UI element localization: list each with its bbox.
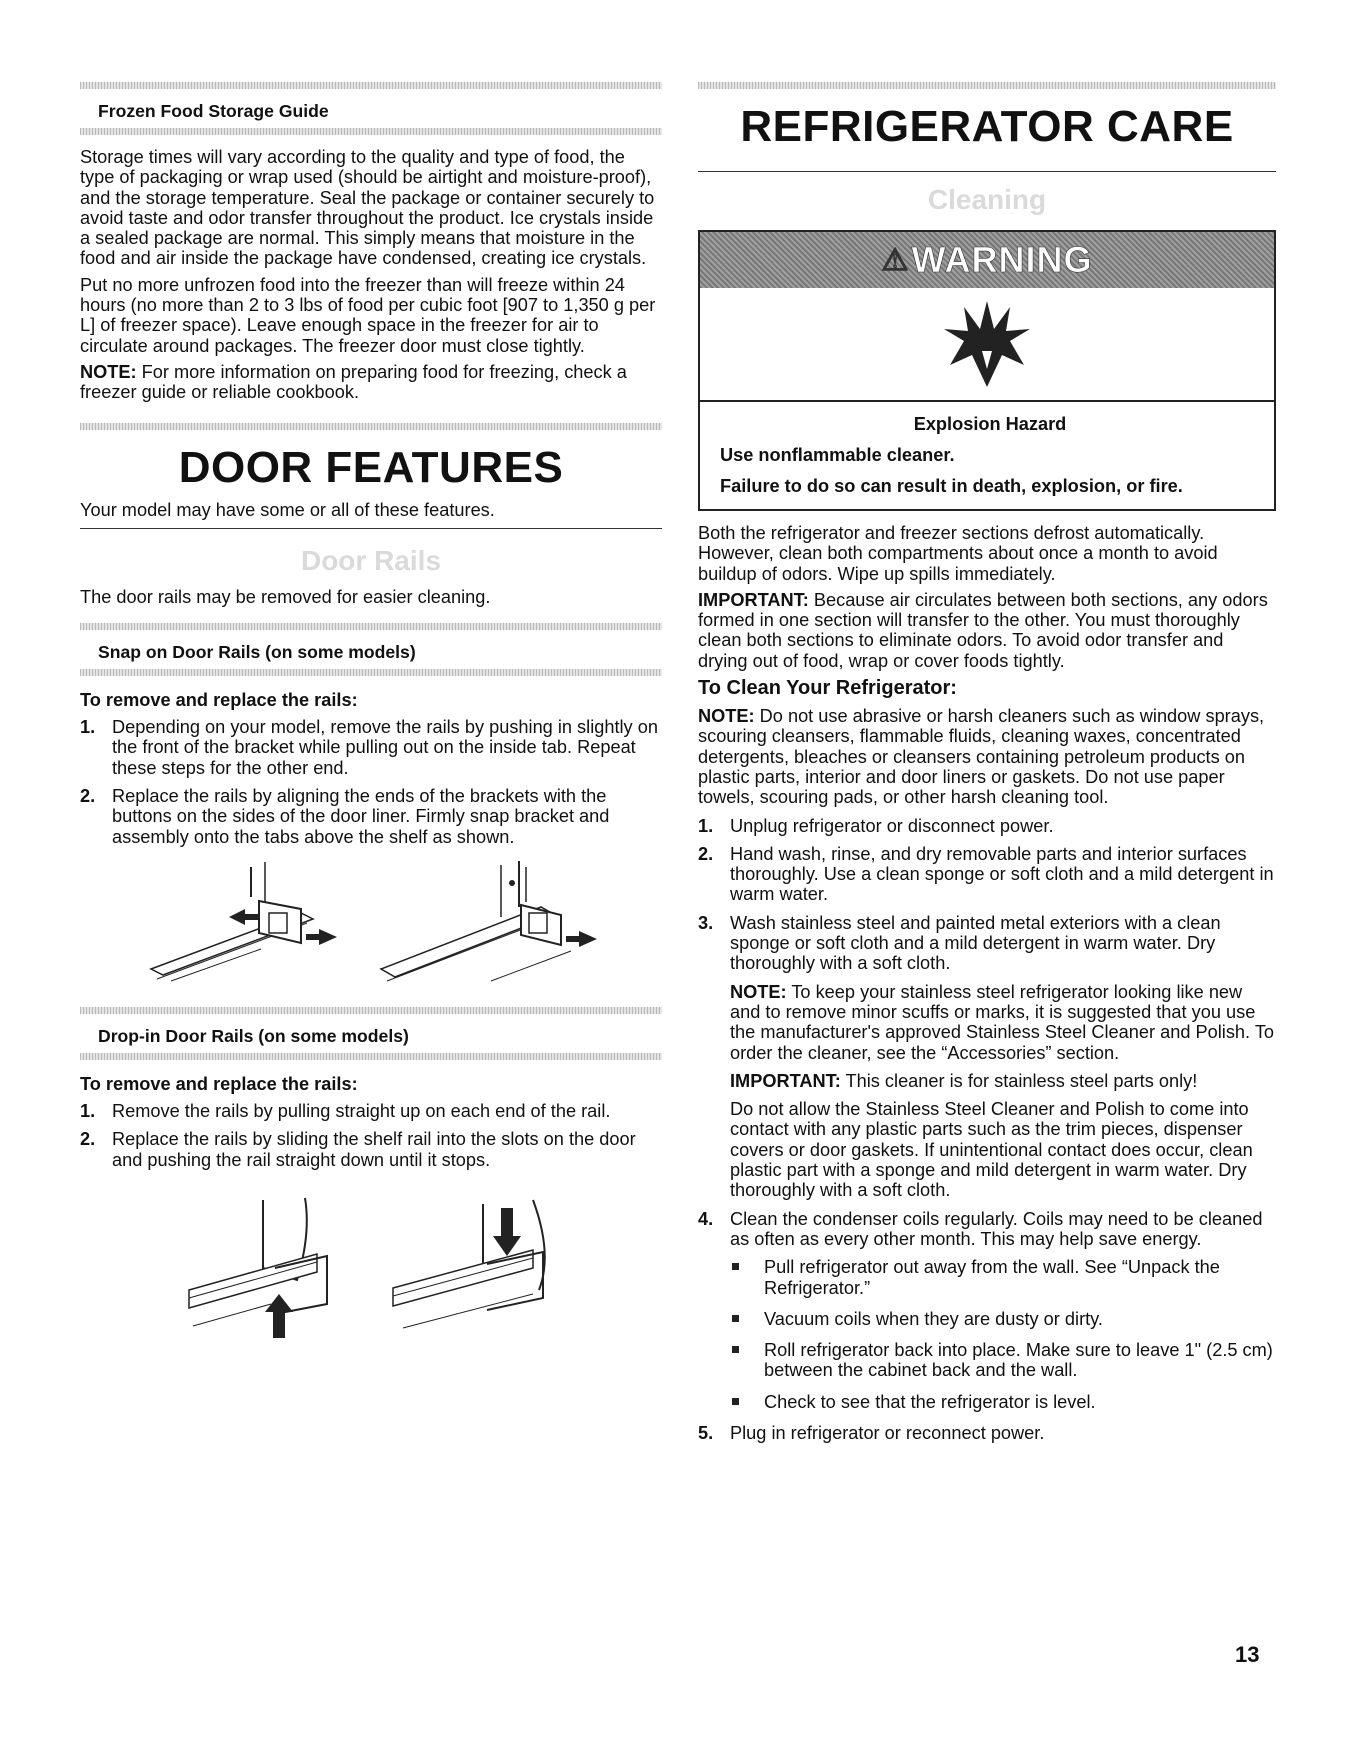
section-band [80,1053,662,1060]
list-item [698,816,1276,836]
cleaning-steps [698,816,1276,1444]
bullet-text: Vacuum coils when they are dusty or dirty. [764,1308,1103,1329]
section-band [80,128,662,135]
list-item [80,786,662,847]
list-item [698,1423,1276,1443]
right-column [698,82,1276,1451]
frozen-guide-paragraph: Storage times will vary according to the quality and type of food, the type of packaging or wrap used (should be airtight and moisture-proof), and the storage temperature. Seal the package or container securely to avoid taste and odor transfer throughout the product. Ice crystals inside a sealed package are normal. This simply means that moisture in the food and air inside the package have condensed, creating ice crystals. [80,147,655,269]
clean-refrigerator-title: To Clean Your Refrigerator: [698,677,957,700]
step-text: Clean the condenser coils regularly. Coils may need to be cleaned as often as every other month. This may help save energy. [730,1208,1263,1249]
drop-rail-right-drawing [383,1194,563,1344]
drop-in-rails-illustration [80,1194,662,1344]
title-rule [698,171,1276,172]
important-label: IMPORTANT: [730,1070,841,1091]
snap-on-list-title: To remove and replace the rails: [80,690,358,711]
bullet-text: Check to see that the refrigerator is level. [764,1391,1096,1412]
step-number: 2. [80,1129,96,1150]
list-item [80,717,662,778]
warning-header [700,232,1274,288]
step-number: 1. [80,717,96,738]
section-band [80,423,662,430]
step-number: 1. [80,1100,96,1121]
door-features-intro: Your model may have some or all of these features. [80,499,495,520]
bullet-square-icon [732,1263,739,1270]
snap-rail-right-drawing [371,857,601,987]
important-text: Because air circulates between both sections, any odors formed in one section will transfer to the other. You must thoroughly clean both sections to eliminate odors. To avoid odor transfer and drying out of food, wrap or cover foods tightly. [698,589,1268,671]
frozen-guide-note [80,362,662,403]
step-number: 3. [698,912,714,933]
drop-in-steps [80,1101,662,1170]
explosion-icon [700,288,1274,402]
door-rails-title: Door Rails [300,544,442,576]
section-band [80,669,662,676]
snap-rail-left-drawing [141,857,341,987]
step-text: Hand wash, rinse, and dry removable parts and interior surfaces thoroughly. Use a clean sponge or soft cloth and a mild detergent in warm water. [730,843,1274,905]
step-text: Replace the rails by aligning the ends of the brackets with the buttons on the sides of the door liner. Firmly snap bracket and assembly onto the tabs above the shelf as shown. [112,786,610,847]
important-label: IMPORTANT: [698,589,809,610]
bullet-item [730,1340,1276,1381]
drop-in-title: Drop-in Door Rails (on some models) [98,1025,409,1046]
bullet-square-icon [732,1315,739,1322]
bullet-text: Pull refrigerator out away from the wall. See “Unpack the Refrigerator.” [764,1257,1220,1298]
bullet-item [730,1309,1276,1329]
cleaning-paragraph: Both the refrigerator and freezer sections defrost automatically. However, clean both compartments about once a month to avoid buildup of odors. Wipe up spills immediately. [698,523,1218,584]
title-rule [80,528,662,529]
step-text: Wash stainless steel and painted metal exteriors with a clean sponge or soft cloth and a mild detergent in warm water. Dry thoroughly with a soft cloth. [730,912,1221,974]
snap-on-title: Snap on Door Rails (on some models) [98,642,416,663]
note-label: NOTE: [80,361,137,382]
door-features-title: DOOR FEATURES [178,442,564,492]
important-text: This cleaner is for stainless steel parts only! [840,1070,1198,1091]
step-number: 4. [698,1208,714,1229]
bullet-square-icon [732,1398,739,1405]
warning-line: Failure to do so can result in death, explosion, or fire. [720,476,1183,496]
step-number: 2. [80,786,96,807]
step-text: Replace the rails by sliding the shelf rail into the slots on the door and pushing the rail straight down until it stops. [112,1129,636,1170]
note-label: NOTE: [730,981,787,1002]
section-band [80,82,662,89]
door-rails-intro: The door rails may be removed for easier cleaning. [80,586,491,607]
snap-on-steps [80,717,662,847]
step-number: 2. [698,843,714,864]
drop-in-list-title: To remove and replace the rails: [80,1073,358,1094]
cleaning-title: Cleaning [927,184,1047,215]
frozen-guide-paragraph: Put no more unfrozen food into the freezer than will freeze within 24 hours (no more than 2 to 3 lbs of food per cubic foot [907 to 1,350 g per L] of freezer space). Leave enough space in the freezer for air to circulate around packages. The freezer door must close tightly. [80,274,656,356]
bullet-item [730,1257,1276,1298]
note-text: For more information on preparing food for freezing, check a freezer guide or reliable cookbook. [80,361,627,403]
cleaning-important [698,590,1276,671]
cleaning-note [698,706,1276,807]
refrigerator-care-title: REFRIGERATOR CARE [740,102,1234,151]
step-text: Depending on your model, remove the rails by pushing in slightly on the front of the bracket while pulling out on the inside tab. Repeat these steps for the other end. [112,717,658,778]
step-text: Unplug refrigerator or disconnect power. [730,815,1054,836]
list-item [698,913,1276,1201]
warning-triangle-icon: ⚠ [881,243,910,277]
list-item [80,1101,662,1121]
list-item [80,1129,662,1170]
warning-header-text: WARNING [911,239,1093,280]
list-item [698,1209,1276,1412]
frozen-guide-title: Frozen Food Storage Guide [98,101,329,121]
warning-box [698,230,1276,511]
step-important [730,1071,1276,1091]
page-number: 13 [1235,1642,1260,1667]
coil-bullets [730,1257,1276,1412]
drop-rail-left-drawing [179,1194,349,1344]
section-band [80,1007,662,1014]
step-text: Remove the rails by pulling straight up on each end of the rail. [112,1100,611,1121]
warning-line: Use nonflammable cleaner. [720,445,955,465]
snap-on-rails-illustration [80,857,662,997]
bullet-text: Roll refrigerator back into place. Make sure to leave 1" (2.5 cm) between the cabinet back and the wall. [764,1340,1273,1381]
step-number: 1. [698,815,714,836]
note-label: NOTE: [698,706,755,727]
note-text: To keep your stainless steel refrigerator looking like new and to remove minor scuffs or marks, it is suggested that you use the manufacturer's approved Stainless Steel Cleaner and Polish. To order the cleaner, see the “Accessories” section. [730,981,1275,1063]
left-column [80,82,662,1354]
bullet-item [730,1392,1276,1412]
section-band [80,623,662,630]
warning-body [700,402,1274,509]
step-number: 5. [698,1422,714,1443]
step-note [730,982,1276,1063]
bullet-square-icon [732,1346,739,1353]
list-item [698,844,1276,905]
note-text: Do not use abrasive or harsh cleaners such as window sprays, scouring cleansers, flammable fluids, cleaning waxes, concentrated detergents, bleaches or cleansers containing petroleum products on plastic parts, interior and door liners or gaskets. Do not use paper towels, scouring pads, or other harsh cleaning tool. [698,706,1265,808]
section-band [698,82,1276,89]
warning-hazard-title: Explosion Hazard [913,414,1067,434]
step-text: Plug in refrigerator or reconnect power. [730,1422,1045,1443]
step-paragraph: Do not allow the Stainless Steel Cleaner and Polish to come into contact with any plastic parts such as the trim pieces, dispenser covers or door gaskets. If unintentional contact does occur, clean plastic part with a sponge and mild detergent in warm water. Dry thoroughly with a soft cloth. [730,1099,1253,1201]
